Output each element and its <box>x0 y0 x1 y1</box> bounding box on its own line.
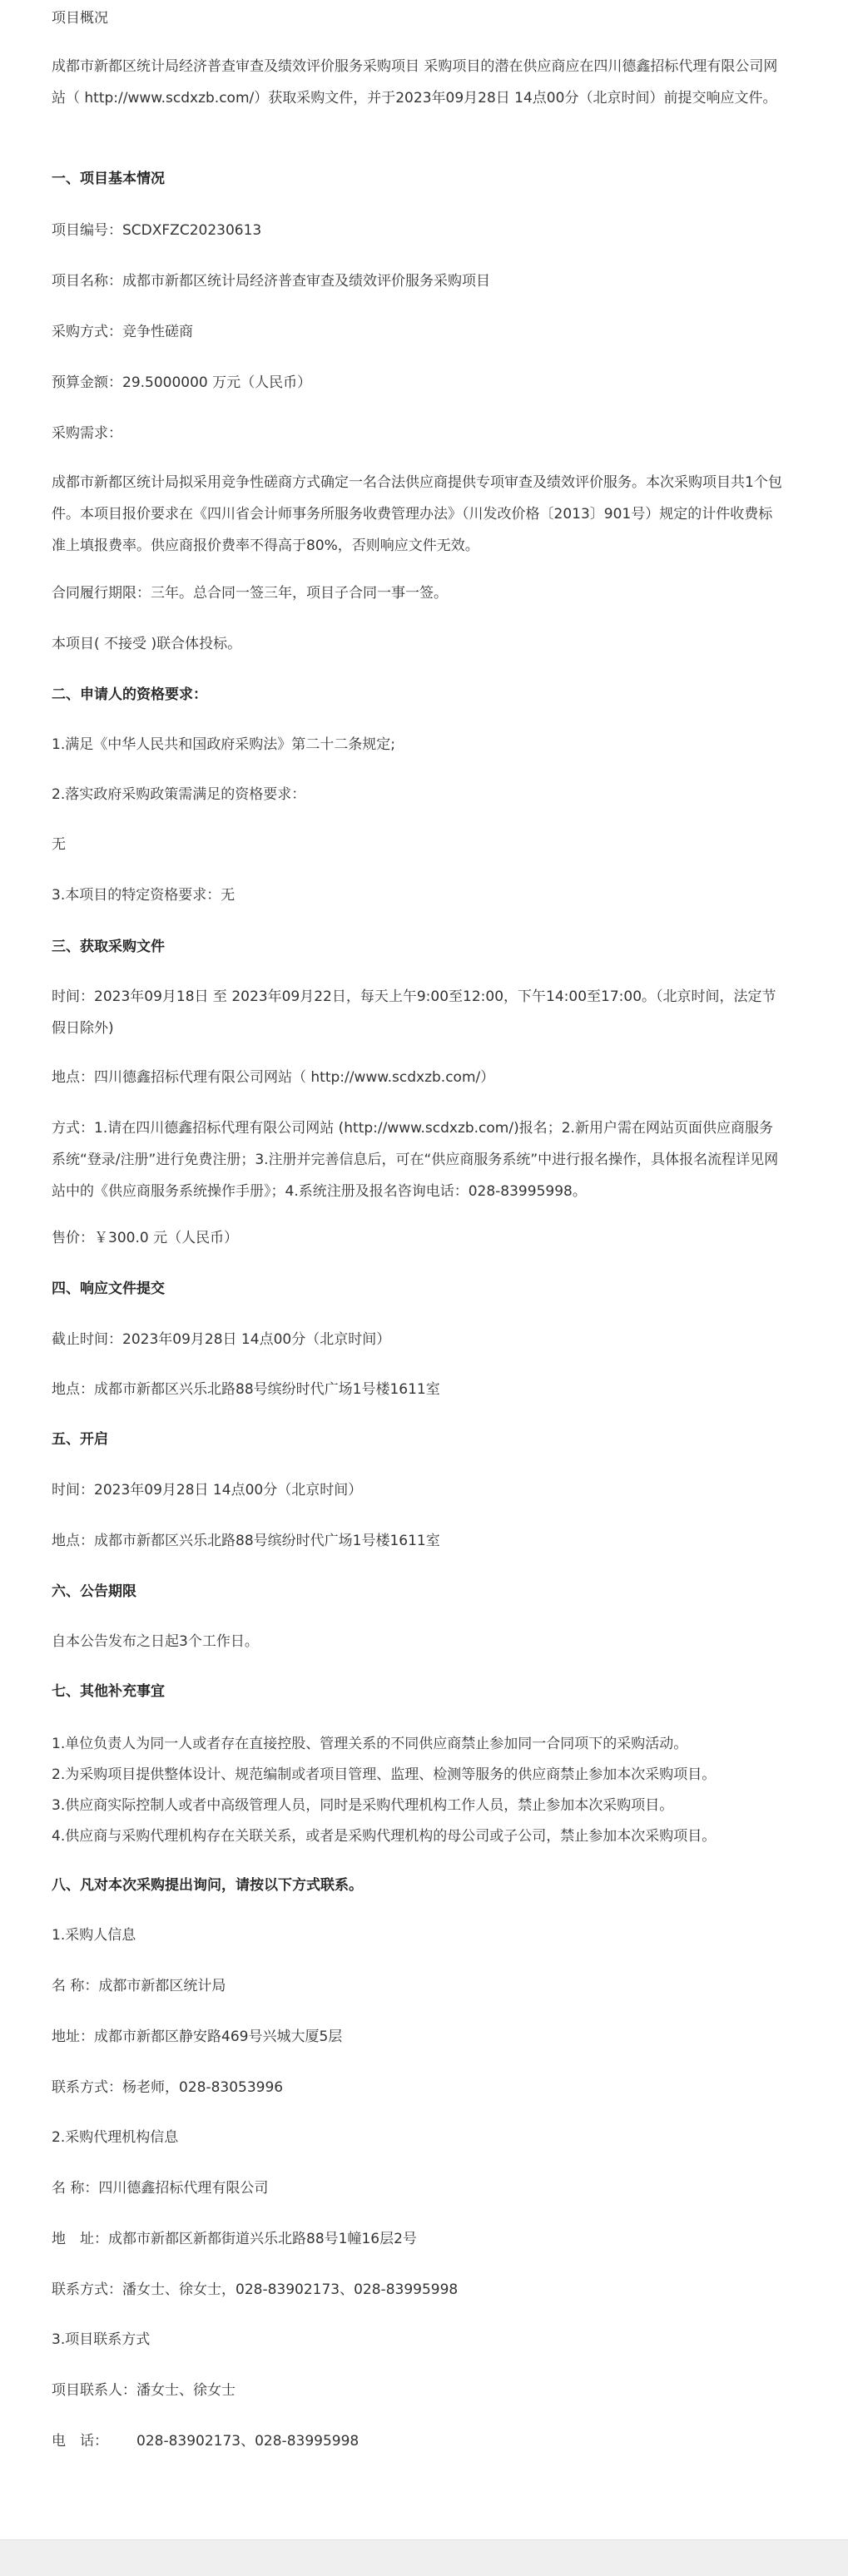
section-3-title: 三、获取采购文件 <box>52 939 165 955</box>
section-4-title: 四、响应文件提交 <box>52 1281 165 1297</box>
consortium-note: 本项目( 不接受 )联合体投标。 <box>52 636 242 652</box>
overview-text: 成都市新都区统计局经济普查审查及绩效评价服务采购项目 采购项目的潜在供应商应在四川德鑫招标代理有限公司网站（ http://www.scdxzb.com/）获取采购文件，并于2023年09月28日 14点00分（北京时间）前提交响应文件。 <box>52 58 778 107</box>
supplement-item-4: 4.供应商与采购代理机构存在关联关系，或者是采购代理机构的母公司或子公司，禁止参加本次采购项目。 <box>52 1828 717 1845</box>
opening-time: 时间：2023年09月28日 14点00分（北京时间） <box>52 1482 363 1499</box>
phone-label: 电 话： <box>52 2433 108 2450</box>
agency-contact: 联系方式：潘女士、徐女士，028-83902173、028-83995998 <box>52 2281 459 2298</box>
contract-period: 合同履行期限：三年。总合同一签三年，项目子合同一事一签。 <box>52 585 448 602</box>
section-7-title: 七、其他补充事宜 <box>52 1683 165 1700</box>
section-2-title: 二、申请人的资格要求： <box>52 686 207 703</box>
section-8-title: 八、凡对本次采购提出询问，请按以下方式联系。 <box>52 1877 363 1894</box>
qualification-item-2: 2.落实政府采购政策需满足的资格要求： <box>52 786 306 803</box>
document-price: 售价：￥300.0 元（人民币） <box>52 1230 239 1246</box>
buyer-address: 地址：成都市新都区静安路469号兴城大厦5层 <box>52 2029 343 2045</box>
opening-place: 地点：成都市新都区兴乐北路88号缤纷时代广场1号楼1611室 <box>52 1533 440 1549</box>
qualification-item-1: 1.满足《中华人民共和国政府采购法》第二十二条规定; <box>52 736 395 753</box>
document-acquisition-method: 方式：1.请在四川德鑫招标代理有限公司网站 (http://www.scdxzb.com/)报名；2.新用户需在网站页面供应商服务系统“登录/注册”进行免费注册；3.注册并完善信息后，可在“供应商服务系统”中进行报名操作，具体报名流程详见网站中的《供应商服务系统操作手册》；4.系统注册及报名咨询电话：028-83995998。 <box>52 1120 779 1200</box>
buyer-info-label: 1.采购人信息 <box>52 1927 136 1944</box>
procurement-needs-text: 成都市新都区统计局拟采用竞争性磋商方式确定一名合法供应商提供专项审查及绩效评价服务。本次采购项目共1个包件。本项目报价要求在《四川省会计师事务所服务收费管理办法》（川发改价格〔2013〕901号）规定的计件收费标准上填报费率。供应商报价费率不得高于80%，否则响应文件无效。 <box>52 474 782 554</box>
agency-name: 名 称：四川德鑫招标代理有限公司 <box>52 2180 269 2197</box>
overview-title: 项目概况 <box>52 10 108 27</box>
document-acquisition-time: 时间：2023年09月18日 至 2023年09月22日，每天上午9:00至12:00，下午14:00至17:00。（北京时间，法定节假日除外) <box>52 988 776 1037</box>
page-footer-bar <box>0 2539 848 2576</box>
budget-amount: 预算金额：29.5000000 万元（人民币） <box>52 374 312 391</box>
agency-info-label: 2.采购代理机构信息 <box>52 2129 179 2146</box>
project-name: 项目名称：成都市新都区统计局经济普查审查及绩效评价服务采购项目 <box>52 273 490 290</box>
supplement-item-1: 1.单位负责人为同一人或者存在直接控股、管理关系的不同供应商禁止参加同一合同项下的采购活动。 <box>52 1736 688 1752</box>
buyer-contact: 联系方式：杨老师，028-83053996 <box>52 2079 284 2096</box>
procurement-method: 采购方式：竞争性磋商 <box>52 324 193 340</box>
submission-place: 地点：成都市新都区兴乐北路88号缤纷时代广场1号楼1611室 <box>52 1381 440 1398</box>
buyer-name: 名 称：成都市新都区统计局 <box>52 1978 226 1994</box>
project-contact-phone <box>52 2425 784 2457</box>
section-5-title: 五、开启 <box>52 1431 108 1448</box>
notice-period: 自本公告发布之日起3个工作日。 <box>52 1633 259 1650</box>
procurement-needs-label: 采购需求： <box>52 425 122 442</box>
qualification-item-2-value: 无 <box>52 836 66 853</box>
phone-value: 028-83902173、028-83995998 <box>136 2433 360 2450</box>
agency-address: 地 址：成都市新都区新都街道兴乐北路88号1幢16层2号 <box>52 2231 417 2247</box>
project-contact-person: 项目联系人：潘女士、徐女士 <box>52 2382 236 2399</box>
project-contact-label: 3.项目联系方式 <box>52 2331 151 2348</box>
submission-deadline: 截止时间：2023年09月28日 14点00分（北京时间） <box>52 1331 391 1348</box>
supplement-item-3: 3.供应商实际控制人或者中高级管理人员，同时是采购代理机构工作人员，禁止参加本次采购项目。 <box>52 1797 674 1814</box>
supplement-item-2: 2.为采购项目提供整体设计、规范编制或者项目管理、监理、检测等服务的供应商禁止参加本次采购项目。 <box>52 1766 717 1783</box>
qualification-item-3: 3.本项目的特定资格要求：无 <box>52 887 236 904</box>
project-number: 项目编号：SCDXFZC20230613 <box>52 222 262 239</box>
document-acquisition-place: 地点：四川德鑫招标代理有限公司网站（ http://www.scdxzb.com/） <box>52 1069 495 1086</box>
section-6-title: 六、公告期限 <box>52 1583 136 1600</box>
section-1-title: 一、项目基本情况 <box>52 171 165 187</box>
